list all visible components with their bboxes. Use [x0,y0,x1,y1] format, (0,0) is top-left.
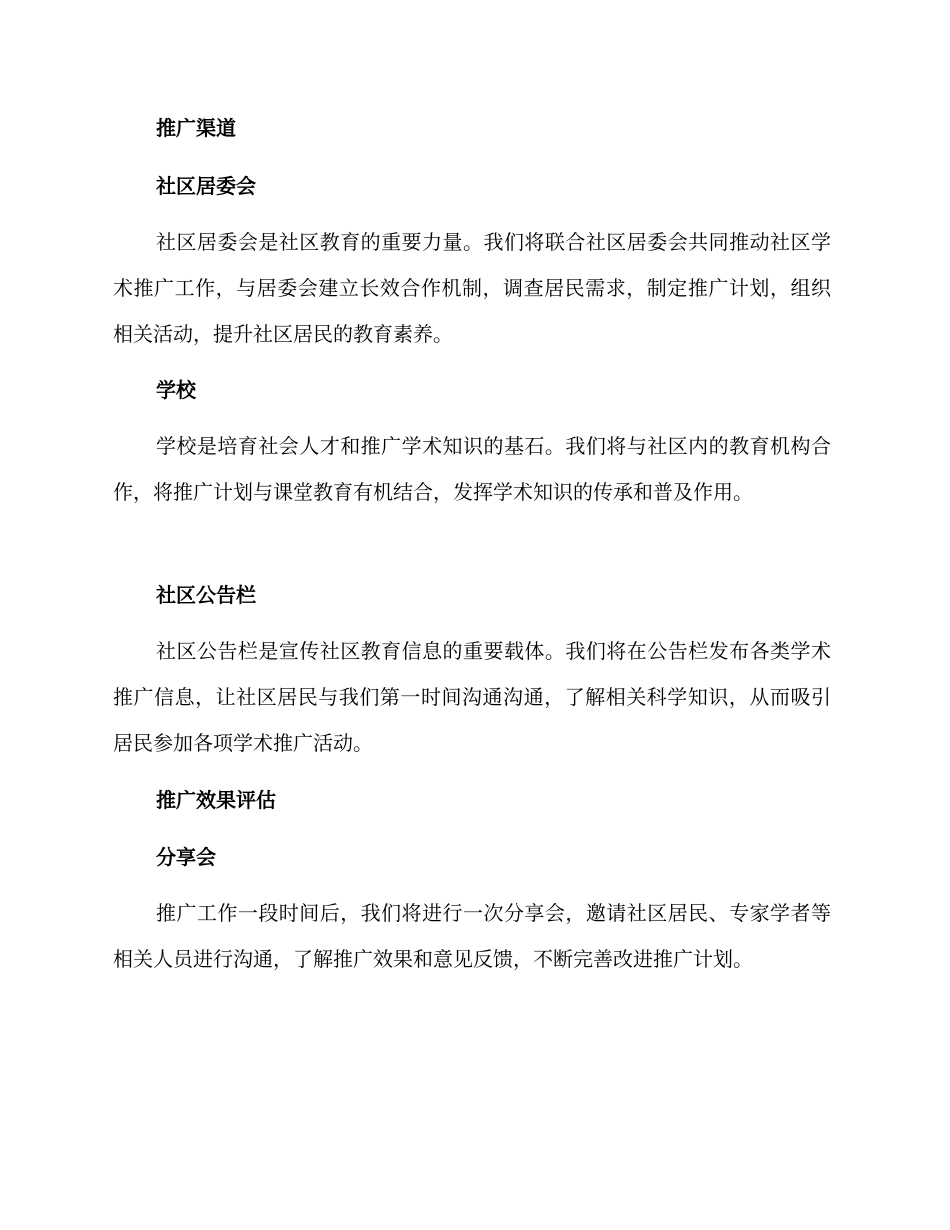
paragraph-school: 学校是培育社会人才和推广学术知识的基石。我们将与社区内的教育机构合作，将推广计划与课堂教育有机结合，发挥学术知识的传承和普及作用。 [113,434,831,504]
subsection-heading-bulletin-board: 社区公告栏 [156,583,256,607]
section-heading-effect-evaluation: 推广效果评估 [156,788,276,812]
paragraph-bulletin-board: 社区公告栏是宣传社区教育信息的重要载体。我们将在公告栏发布各类学术推广信息，让社区居民与我们第一时间沟通沟通，了解相关科学知识，从而吸引居民参加各项学术推广活动。 [113,639,831,755]
subsection-heading-school: 学校 [156,378,196,402]
paragraph-sharing-session: 推广工作一段时间后，我们将进行一次分享会，邀请社区居民、专家学者等相关人员进行沟通，了解推广效果和意见反馈，不断完善改进推广计划。 [113,901,831,971]
subsection-heading-residents-committee: 社区居委会 [156,174,256,198]
paragraph-residents-committee: 社区居委会是社区教育的重要力量。我们将联合社区居委会共同推动社区学术推广工作，与居委会建立长效合作机制，调查居民需求，制定推广计划，组织相关活动，提升社区居民的教育素养。 [113,230,831,346]
subsection-heading-sharing-session: 分享会 [156,845,216,869]
section-heading-promotion-channels: 推广渠道 [156,116,236,140]
